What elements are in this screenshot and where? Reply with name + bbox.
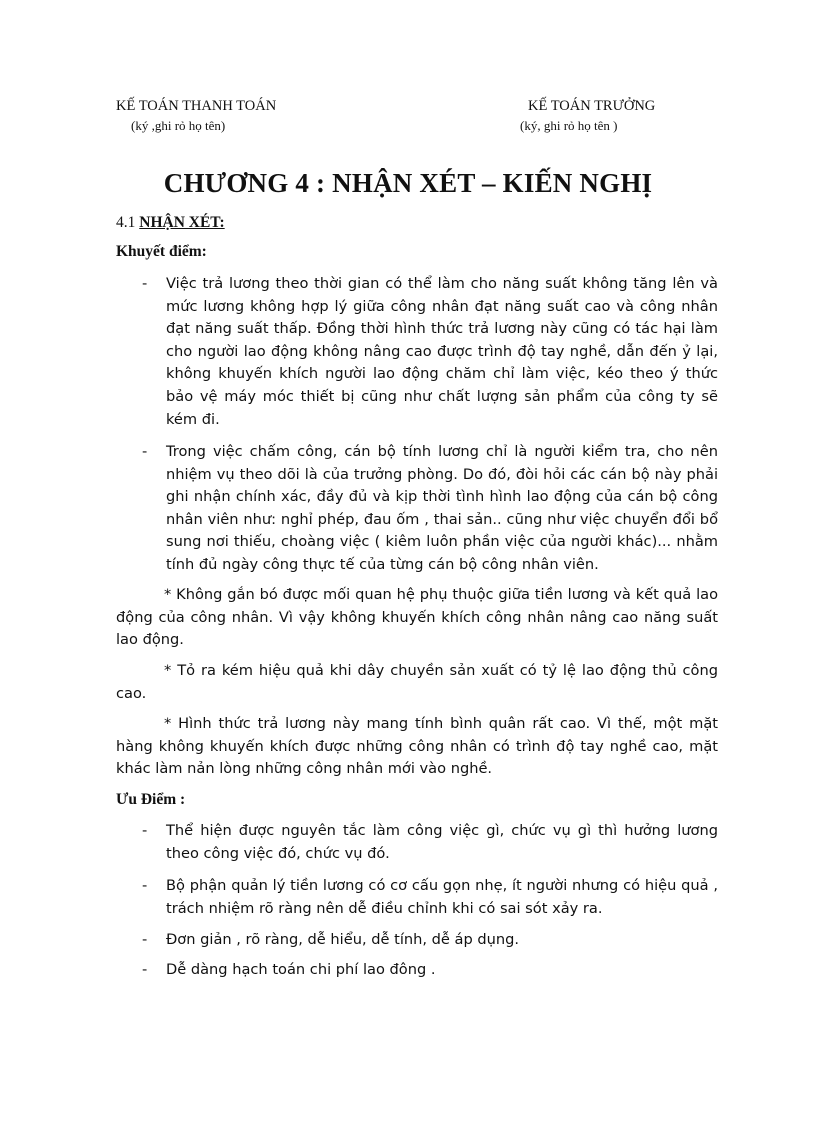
list-item: [116, 273, 718, 431]
list-item: [116, 959, 718, 981]
list-item-text: Đơn giản , rõ ràng, dễ hiểu, dễ tính, dễ áp dụng.: [166, 931, 520, 948]
list-item: [116, 820, 718, 865]
paragraph: * Hình thức trả lương này mang tính bình quân rất cao. Vì thế, một mặt hàng không khuyến khích được những công nhân có trình độ tay nghề cao, mặt khác làm nản lòng những công nhân mới vào nghề.: [116, 715, 718, 778]
disadvantages-heading: Khuyết điểm:: [116, 243, 207, 260]
bullet-marker: -: [142, 275, 148, 292]
section-title: NHẬN XÉT:: [139, 214, 225, 231]
section-number: 4.1: [116, 214, 136, 231]
list-item-text: Thể hiện được nguyên tắc làm công việc gì, chức vụ gì thì hưởng lương theo công việc đó, chức vụ đó.: [166, 822, 718, 862]
paragraph: * Không gắn bó được mối quan hệ phụ thuộc giữa tiền lương và kết quả lao động của công nhân. Vì vậy không khuyến khích công nhân nâng cao năng suất lao động.: [116, 586, 718, 649]
section-heading: [116, 214, 225, 232]
signature-note: (ký ,ghi rỏ họ tên): [131, 118, 226, 133]
signature-role: KẾ TOÁN TRƯỞNG: [528, 98, 656, 114]
paragraph: * Tỏ ra kém hiệu quả khi dây chuyền sản xuất có tỷ lệ lao động thủ công cao.: [116, 662, 718, 702]
chapter-title: CHƯƠNG 4 : NHẬN XÉT – KIẾN NGHỊ: [163, 168, 653, 198]
advantages-heading: Ưu Điểm :: [116, 791, 186, 808]
signature-block-chief-accountant: [520, 96, 656, 136]
list-item-text: Việc trả lương theo thời gian có thể làm cho năng suất không tăng lên và mức lương không hợp lý giữa công nhân đạt năng suất cao và công nhân đạt năng suất thấp. Đồng thời hình thức trả lương này cũng có tác hại làm cho người lao động không nâng cao được trình độ tay nghề, dẫn đến ỷ lại, không khuyến khích người lao động chăm chỉ làm việc, kéo theo ý thức bảo vệ máy móc thiết bị cũng như chất lượng sản phẩm của công ty sẽ kém đi.: [166, 275, 718, 428]
bullet-marker: -: [142, 443, 148, 460]
bullet-marker: -: [142, 877, 148, 894]
bullet-marker: -: [142, 931, 148, 948]
list-item-text: Dễ dàng hạch toán chi phí lao đông .: [166, 961, 436, 978]
list-item-text: Bộ phận quản lý tiền lương có cơ cấu gọn nhẹ, ít người nhưng có hiệu quả , trách nhiệm rõ ràng nên dễ điều chỉnh khi có sai sót xảy ra.: [166, 877, 718, 917]
signature-role: KẾ TOÁN THANH TOÁN: [116, 98, 277, 114]
list-item: [116, 441, 718, 577]
signature-block-accountant: [116, 96, 276, 136]
bullet-marker: -: [142, 822, 148, 839]
list-item: [116, 929, 718, 951]
signature-note: (ký, ghi rỏ họ tên ): [520, 118, 618, 133]
bullet-marker: -: [142, 961, 148, 978]
list-item: [116, 875, 718, 920]
list-item-text: Trong việc chấm công, cán bộ tính lương chỉ là người kiểm tra, cho nên nhiệm vụ theo dõi là của trưởng phòng. Do đó, đòi hỏi các cán bộ này phải ghi nhận chính xác, đầy đủ và kịp thời tình hình lao động của cán bộ công nhân viên như: nghỉ phép, đau ốm , thai sản.. cũng như việc chuyển đổi bổ sung nơi thiếu, choàng việc ( kiêm luôn phần việc của người khác)... nhằm tính đủ ngày công thực tế của từng cán bộ công nhân viên.: [166, 443, 718, 573]
